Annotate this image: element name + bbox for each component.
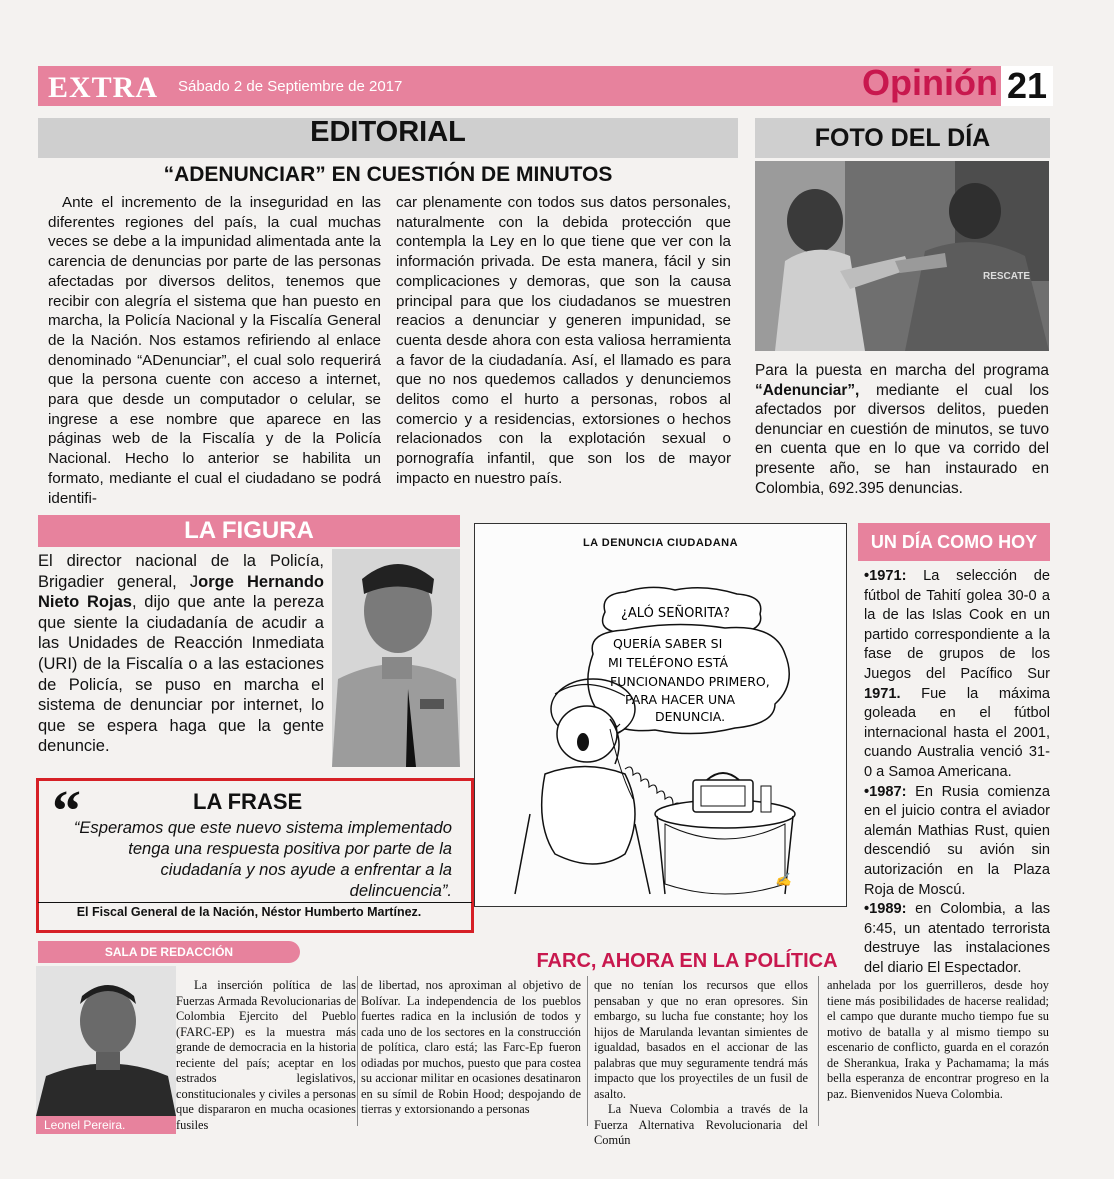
event-3-text: en Colombia, a las 6:45, un atentado terrorista destruye las instalaciones del diario El Espectador. <box>864 901 1050 976</box>
page-number: 21 <box>1001 66 1053 106</box>
column-rule <box>357 976 358 1126</box>
caption-text-end: mediante el cual los afectados por diversos delitos, pueden denunciar en cuestión de minutos, se tuvo en cuenta que en lo que va corrido del presente año, se han instaurado en Colombia, 692.395 denuncias. <box>755 381 1049 497</box>
column-text-1: La inserción política de las Fuerzas Armada Revolucionarias de Colombia Ejercito del Pueblo (FARC-EP) es la muestra más grande de democracia en la historia reciente del país; aceptar en los estrados legislativos, constitucionales y civiles a personas que dispararon en mucha ocasiones fusiles <box>176 978 356 1132</box>
cartoon-title: LA DENUNCIA CIUDADANA <box>582 537 739 549</box>
la-figura-title: LA FIGURA <box>184 517 314 544</box>
event-1-text-cont: Fue la máxima goleada en el fútbol internacional hasta el 2001, cuando Australia venció 31-0 a Samoa Americana. <box>864 685 1050 780</box>
section-name: Opinión <box>862 62 998 103</box>
cartoon-bubble-2-line-5: DENUNCIA. <box>655 709 726 724</box>
photo-of-day-caption <box>755 361 1049 498</box>
figura-text-start: El director nacional de la Policía, Brigadier general, J <box>38 552 324 591</box>
cartoon-bubble-2-line-3: FUNCIONANDO PRIMERO, <box>610 674 770 689</box>
la-frase-title: LA FRASE <box>193 789 303 814</box>
column-text-2: de libertad, nos aproximan al objetivo de Bolívar. La independencia de los pueblos fuertes radica en la inclusión de todos y cada uno de los sectores en la construcción de política, claro está; las Farc-Ep fueron odiadas por muchos, puesto que para costea su accionar militar en ocasiones desatinaron en su símil de Robin Hood; despojando de tierras y extorsionando a personas <box>361 978 581 1116</box>
police-director-photo <box>332 549 460 767</box>
event-1-text: La selección de fútbol de Tahití golea 30-0 a la de las Islas Cook en un partido correspondiente a la fase de grupos de los Juegos del Pacífico Sur <box>864 568 1050 682</box>
caption-program-name: “Adenunciar”, <box>755 381 860 399</box>
caption-text: Para la puesta en marcha del programa <box>755 362 1049 379</box>
issue-date: Sábado 2 de Septiembre de 2017 <box>178 78 403 95</box>
svg-text:✍: ✍ <box>775 872 792 887</box>
la-frase-author: El Fiscal General de la Nación, Néstor Humberto Martínez. <box>76 905 422 919</box>
column-headline: FARC, AHORA EN LA POLÍTICA <box>536 950 838 972</box>
event-1-year-inline: 1971. <box>864 685 901 702</box>
this-day-events <box>864 567 1050 978</box>
la-frase-quote: “Esperamos que este nuevo sistema implementado tenga una respuesta positiva por parte de la ciudadanía y nos ayude a enfrentar a la delincuencia”. <box>73 818 452 900</box>
cartoon-frame <box>474 523 847 907</box>
svg-text:RESCATE: RESCATE <box>983 271 1031 282</box>
photo-of-day-title: FOTO DEL DÍA <box>814 124 991 152</box>
editorial-column-1: Ante el incremento de la inseguridad en las diferentes regiones del país, la cual muchas veces se debe a la impunidad alimentada ante la carencia de denuncias por parte de las personas afectadas por diversos delitos, tenemos que recibir con alegría el sistema que han puesto en marcha, la Policía Nacional y la Fiscalía General de la Nación. Nos estamos refiriendo al enlace denominado “ADenunciar”, el cual solo requerirá que la persona cuente con acceso a internet, para que desde un computador o celular, se ingrese a ese nombre que aparece en las páginas web de la Fiscalía y de la Policía Nacional. Hecho lo anterior se habilita un formato, mediante el cual el ciudadano se podrá identifi- <box>48 194 381 507</box>
quote-mark-icon: “ <box>52 778 81 843</box>
la-frase-divider <box>38 902 472 903</box>
cartoon-bubble-2-line-4: PARA HACER UNA <box>625 692 736 707</box>
event-2-year: •1987: <box>864 783 907 800</box>
column-text-3 <box>594 978 808 1149</box>
event-3-year: •1989: <box>864 901 907 918</box>
cartoon-bubble-2-line-1: QUERÍA SABER SI <box>613 636 723 651</box>
column-rule <box>587 976 588 1126</box>
newspaper-logo: EXTRA <box>48 71 159 104</box>
photo-of-day-image <box>755 161 1049 351</box>
cartoon-bubble-1: ¿ALÓ SEÑORITA? <box>621 606 730 621</box>
editorial-headline: “ADENUNCIAR” EN CUESTIÓN DE MINUTOS <box>163 163 613 186</box>
editorial-column-2: car plenamente con todos sus datos personales, naturalmente con la debida protección que contempla la Ley en lo que tiene que ver con la información privada. De esta manera, fácil y sin complicaciones y demoras, que son la causa principal para que los ciudadanos se muestren reacios a denunciar y generen impunidad, se cuenta desde ahora con esta valiosa herramienta a favor de la ciudadanía. Así, el llamado es para que no nos quedemos callados y denunciemos delitos como el hurto a personas, robos al comercio y a residencias, extorsiones o hechos relacionados con la explotación sexual o pornografía infantil, que son los de mayor impacto en nuestro país. <box>396 194 731 487</box>
columnist-name: Leonel Pereira. <box>36 1116 176 1134</box>
this-day-title: UN DÍA COMO HOY <box>870 532 1038 552</box>
figura-text-end: , dijo que ante la pereza que siente la ciudadanía de acudir a las Unidades de Reacción Inmediata (URI) de la Fiscalía o a las estaciones de Policía, se puso en marcha el sistema de denunciar por internet, lo que se espera haga que la gente denuncie. <box>38 593 324 756</box>
column-rule <box>818 976 819 1126</box>
figura-person-name: orge Hernando Nieto Rojas <box>38 572 324 612</box>
la-figura-text <box>38 551 324 757</box>
newsroom-label: SALA DE REDACCIÓN <box>104 945 234 959</box>
event-2-text: En Rusia comienza en el juicio contra el aviador alemán Mathias Rust, quien descendió su avión sin autorización en la Plaza Roja de Moscú. <box>864 783 1050 898</box>
editorial-title: EDITORIAL <box>310 116 466 148</box>
cartoon-bubble-2-line-2: MI TELÉFONO ESTÁ <box>608 655 729 670</box>
column-text-4: anhelada por los guerrilleros, desde hoy tiene más posibilidades de hacerse realidad; el campo que durante mucho tiempo fue su motivo de batalla y al mismo tiempo su escenario de conflicto, guarda en el corazón de Sherankua, Iraka y Pachamama; la más bella esperanza de encontrar progreso en la paz. Bienvenidos Nueva Colombia. <box>827 978 1049 1101</box>
column-text-3b: La Nueva Colombia a través de la Fuerza Alternativa Revolucionaria del Común <box>594 1102 808 1147</box>
event-1-year: •1971: <box>864 568 907 584</box>
column-text-3a: que no tenían los recursos que ellos pensaban y que no eran opresores. Sin embargo, su lucha fue constante; hoy los hijos de Marulanda levantan simientes de igualdad, basados en el accionar de las palabras que muy seguramente tendrá más impacto que los proyectiles de un fusil de asalto. <box>594 978 808 1101</box>
cartoon-drawing <box>475 524 848 908</box>
